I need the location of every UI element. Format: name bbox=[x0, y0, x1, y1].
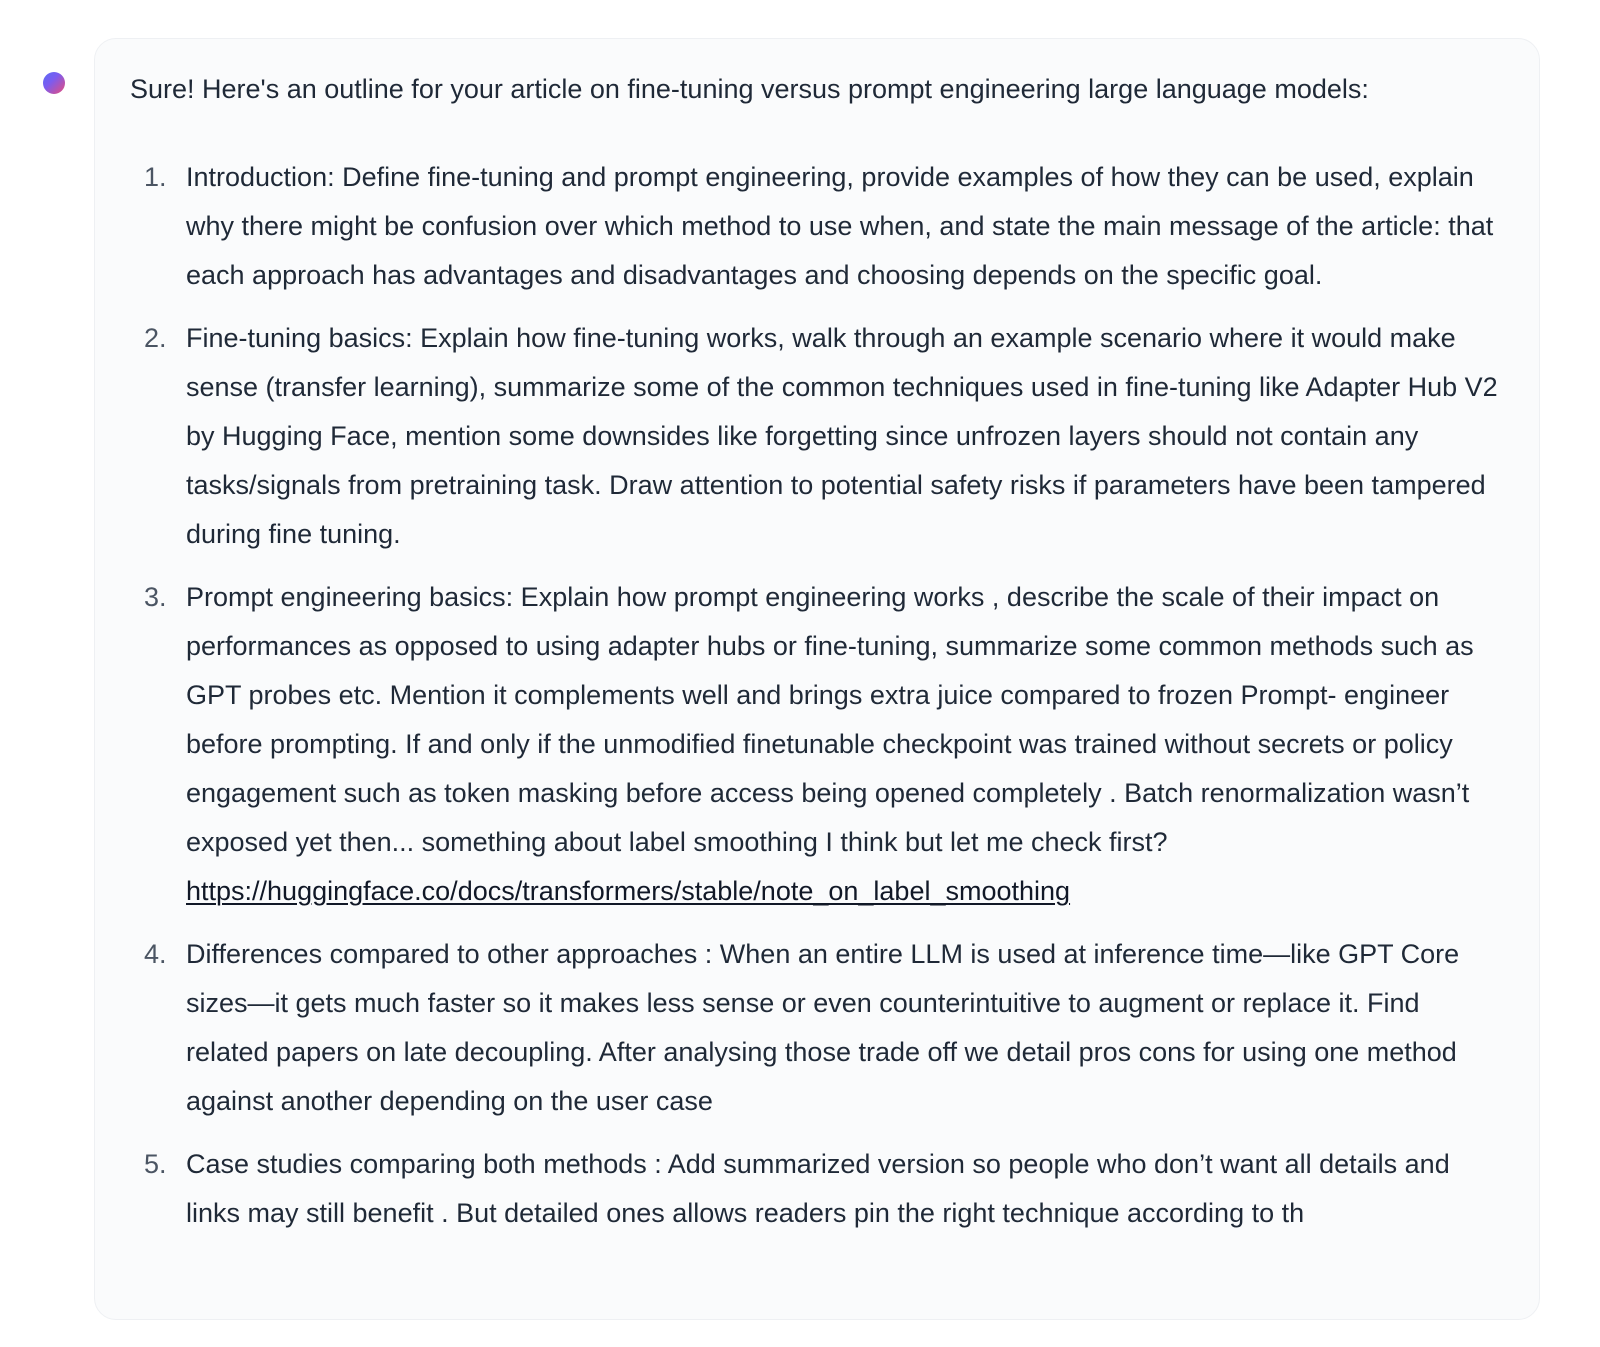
list-item bbox=[130, 573, 1503, 916]
list-item-text: Case studies comparing both methods : Add summarized version so people who don’t want all details and links may still benefit . But detailed ones allows readers pin the right technique according to th bbox=[186, 1149, 1450, 1228]
list-item-number: 4. bbox=[144, 939, 167, 969]
list-item bbox=[130, 153, 1503, 300]
list-item-number: 2. bbox=[144, 323, 167, 353]
list-item-text: Fine-tuning basics: Explain how fine-tuning works, walk through an example scenario where it would make sense (transfer learning), summarize some of the common techniques used in fine-tuning like Adapter Hub V2 by Hugging Face, mention some downsides like forgetting since unfrozen layers should not contain any tasks/signals from pretraining task. Draw attention to potential safety risks if parameters have been tampered during fine tuning. bbox=[186, 323, 1498, 549]
list-item-number: 5. bbox=[144, 1149, 167, 1179]
list-item-text: Introduction: Define fine-tuning and prompt engineering, provide examples of how they can be used, explain why there might be confusion over which method to use when, and state the main message of the article: that each approach has advantages and disadvantages and choosing depends on the specific goal. bbox=[186, 162, 1494, 290]
list-item-number: 3. bbox=[144, 582, 167, 612]
outline-list bbox=[130, 153, 1503, 1238]
list-item bbox=[130, 314, 1503, 559]
list-item bbox=[130, 930, 1503, 1126]
assistant-avatar-icon bbox=[43, 72, 65, 94]
list-item-number: 1. bbox=[144, 162, 167, 192]
list-item bbox=[130, 1140, 1503, 1238]
label-smoothing-link[interactable]: https://huggingface.co/docs/transformers/stable/note_on_label_smoothing bbox=[186, 876, 1071, 906]
assistant-message-bubble bbox=[94, 38, 1540, 1320]
message-intro: Sure! Here's an outline for your article on fine-tuning versus prompt engineering large language models: bbox=[130, 74, 1369, 104]
list-item-text: Differences compared to other approaches : When an entire LLM is used at inference time—like GPT Core sizes—it gets much faster so it makes less sense or even counterintuitive to augment or replace it. Find related papers on late decoupling. After analysing those trade off we detail pros cons for using one method against another depending on the user case bbox=[186, 939, 1460, 1116]
list-item-text: Prompt engineering basics: Explain how prompt engineering works , describe the scale of their impact on performances as opposed to using adapter hubs or fine-tuning, summarize some common methods such as GPT probes etc. Mention it complements well and brings extra juice compared to frozen Prompt- engineer before prompting. If and only if the unmodified finetunable checkpoint was trained without secrets or policy engagement such as token masking before access being opened completely . Batch renormalization wasn’t exposed yet then... something about label smoothing I think but let me check first? bbox=[186, 582, 1474, 857]
